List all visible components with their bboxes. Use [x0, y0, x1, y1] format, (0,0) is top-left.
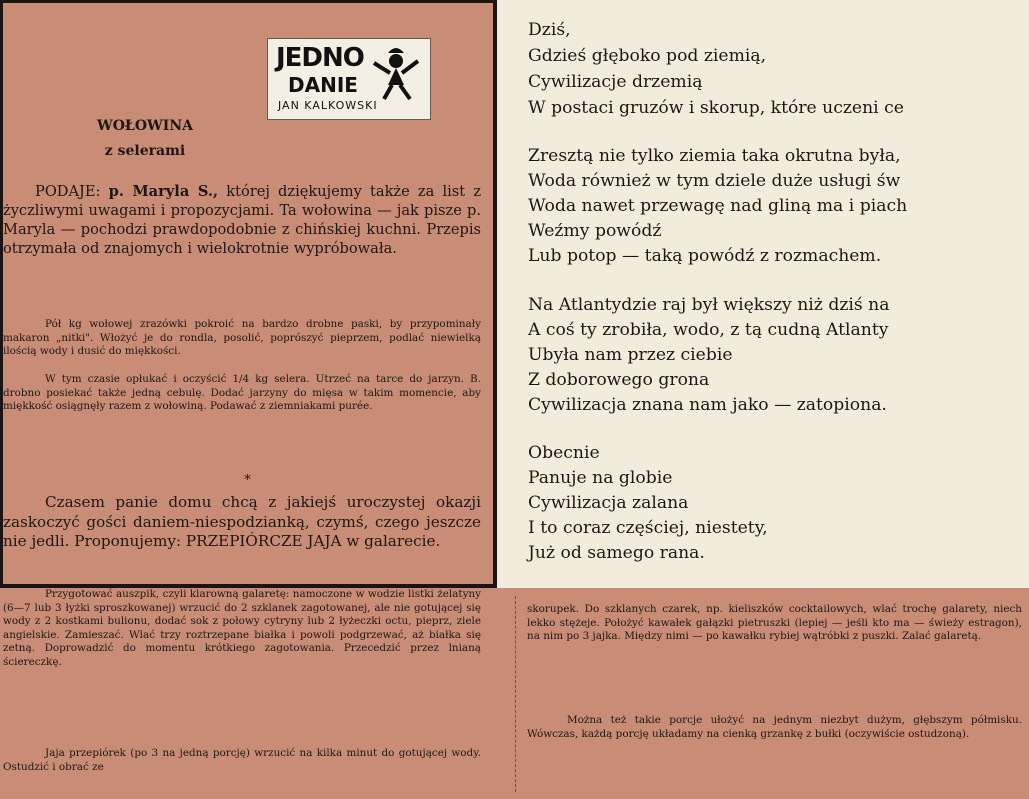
poem-line: Gdzieś głęboko pod ziemią, [528, 46, 767, 66]
poem-line: I to coraz częściej, niestety, [528, 518, 768, 538]
poem-line: Z doborowego grona [528, 370, 710, 390]
poem-line: Cywilizacja znana nam jako — zatopiona. [528, 395, 887, 415]
poem-line: Ubyła nam przez ciebie [528, 345, 733, 365]
poem-line: W postaci gruzów i skorup, które uczeni ce [528, 98, 904, 118]
second-intro [3, 493, 481, 552]
logo-author: JAN KALKOWSKI [278, 99, 378, 112]
poem-line: A coś ty zrobiła, wodo, z tą cudną Atlanty [528, 320, 889, 340]
recipe-subtitle: z selerami [104, 143, 186, 159]
poem-line: Woda również w tym dziele duże usługi św [528, 171, 901, 191]
second-dish: PRZEPIÓRCZE JAJA w galarecie. [185, 532, 441, 550]
poem-line: Na Atlantydzie raj był większy niż dziś na [528, 295, 890, 315]
logo-line1: JEDNO [276, 43, 364, 73]
poem-line: Lub potop — taką powódź z rozmachem. [528, 246, 882, 266]
poem-line: Cywilizacje drzemią [528, 72, 703, 92]
intro-name: p. Maryla S., [108, 183, 219, 200]
second-continuation-2: Można też takie porcje ułożyć na jednym niezbyt dużym, głębszym półmisku. Wówczas, każdą porcję układamy na cienką grzankę z bułki (oczywiście ostudzoną). [527, 714, 1022, 740]
poem-line: Panuje na globie [528, 468, 673, 488]
chef-figure-icon [368, 45, 424, 101]
poem-line: Już od samego rana. [528, 543, 705, 563]
poem-line: Weźmy powódź [528, 221, 662, 241]
poem-line: Dziś, [528, 20, 571, 40]
second-continuation-1: skorupek. Do szklanych czarek, np. kieliszków cocktailowych, wlać trochę galarety, niech lekko stężeje. Położyć kawałek gałązki pietruszki (lepiej — jeśli kto ma — świeży estragon), na nim po 3 jajka. Między nimi — po kawałku rybiej wątróbki z puszki. Zalać galaretą. [527, 603, 1022, 643]
recipe-step-2: W tym czasie opłukać i oczyścić 1/4 kg selera. Utrzeć na tarce do jarzyn. B. drobno posiekać także jedną cebulę. Dodać jarzyny do mięsa w takim momencie, aby miękkość osiągnęły razem z wołowiną. Podawać z ziemniakami purée. [3, 373, 481, 413]
column-divider [515, 596, 516, 792]
second-step-2: Jaja przepiórek (po 3 na jedną porcję) wrzucić na kilka minut do gotującej wody. Ostudzić i obrać ze [3, 747, 481, 773]
poem-line: Woda nawet przewagę nad gliną ma i piach [528, 196, 908, 216]
recipe-step-1: Pół kg wołowej zrazówki pokroić na bardzo drobne paski, by przypominały makaron „nitki". Włożyć je do rondla, posolić, poprószyć pieprzem, podlać niewielką ilością wody i dusić do miękkości. [3, 318, 481, 358]
logo-line2: DANIE [288, 73, 358, 97]
poem-line: Cywilizacja zalana [528, 493, 689, 513]
intro-text: której dziękujemy także za list z życzliwymi uwagami i propozycjami. Ta wołowina — jak pisze p. Maryla — pochodzi prawdopodobnie z chińskiej kuchni. Przepis otrzymała od znajomych i wielokrotnie wypróbowała. [3, 183, 482, 257]
recipe-title: WOŁOWINA [97, 118, 193, 134]
intro-label: PODAJE: [35, 183, 101, 200]
second-step-1: Przygotować auszpik, czyli klarowną galaretę: namoczone w wodzie listki żelatyny (6—7 lub 3 łyżki sproszkowanej) wrzucić do 2 szklanek zagotowanej, ale nie gotującej się wody z 2 kostkami bulionu, dodać sok z połowy cytryny lub 2 łyżeczki octu, pieprz, ziele angielskie. Zamieszać. Wlać trzy roztrzepane białka i powoli podgrzewać, aż białka się zetną. Doprowadzić do momentu krótkiego zagotowania. Przecedzić przez lnianą ściereczkę. [3, 588, 481, 668]
poem-line: Obecnie [528, 443, 600, 463]
column-logo [267, 38, 431, 120]
recipe-intro [3, 182, 481, 258]
second-intro-text: Czasem panie domu chcą z jakiejś uroczystej okazji zaskoczyć gości daniem-niespodzianką, czymś, czego jeszcze nie jedli. Proponujemy: [3, 493, 481, 550]
poem-line: Zresztą nie tylko ziemia taka okrutna była, [528, 146, 901, 166]
section-separator: * [244, 473, 251, 488]
